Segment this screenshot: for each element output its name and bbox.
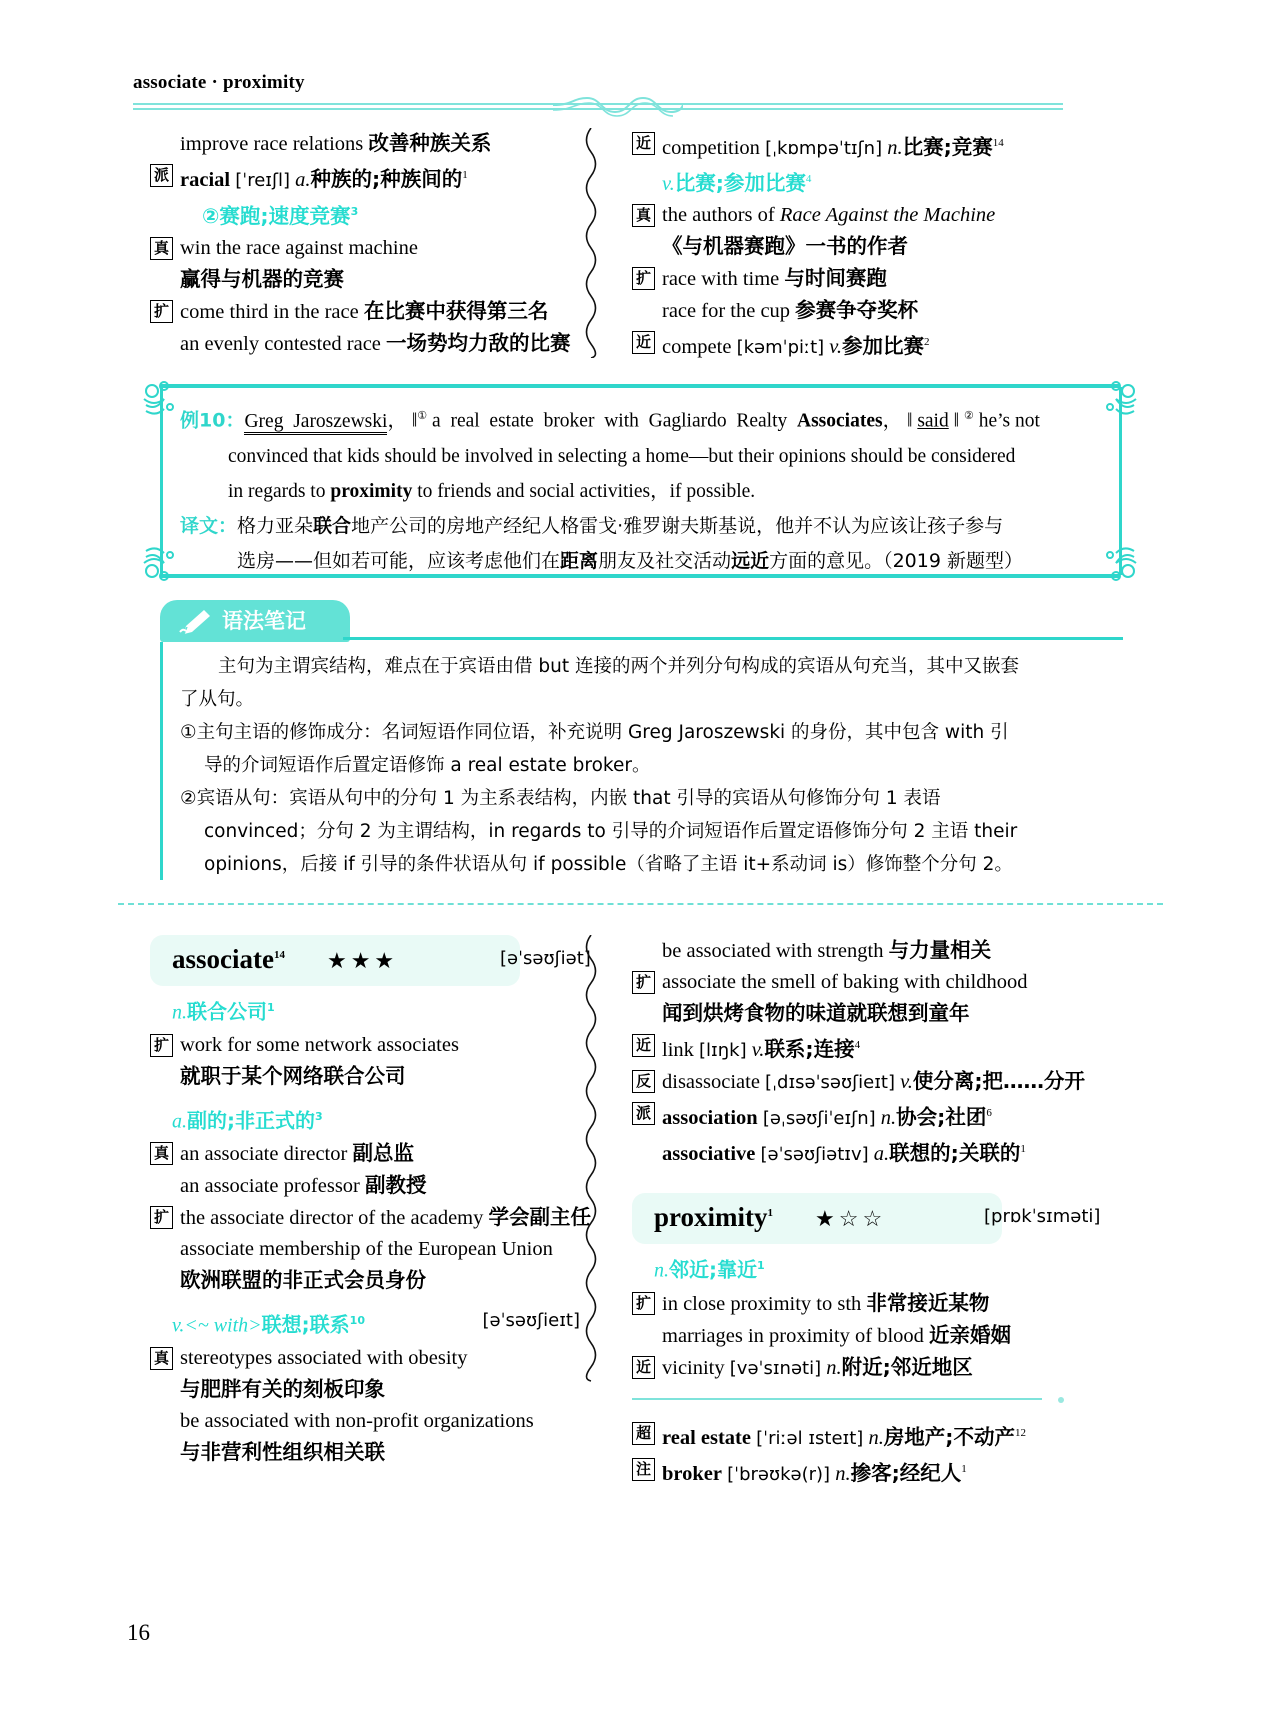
entry-line-tagged: [150, 1202, 591, 1234]
entry-line-text: 与肥胖有关的刻板印象: [180, 1376, 385, 1401]
entry-line-text: race with time 与时间赛跑: [662, 265, 887, 290]
entry-line: [150, 1170, 580, 1202]
entry-line: [150, 264, 580, 296]
entry-line-text: be associated with non-profit organizations: [180, 1409, 534, 1432]
minor-divider: [632, 1398, 1072, 1408]
column-divider-squiggle-icon: [580, 128, 602, 358]
top-left-column: [150, 128, 580, 360]
tag-badge-authentic: 真: [150, 1142, 173, 1165]
entry-line-tagged: [632, 1098, 1072, 1134]
entry-line-text: come third in the race 在比赛中获得第三名: [180, 298, 549, 323]
entry-line: [632, 231, 1072, 263]
difficulty-stars-associate: ★★★: [326, 948, 399, 973]
corner-ornament-bottom-left-icon: [136, 539, 182, 585]
entry-line-text: be associated with strength 与力量相关: [662, 938, 992, 962]
divider-dot-icon: [1050, 1392, 1072, 1408]
entry-line: [150, 328, 580, 360]
entry-line-tagged: [632, 200, 1072, 231]
pen-icon: [178, 608, 212, 636]
tag-badge-extended: 扩: [150, 300, 173, 323]
entry-line-text: ②赛跑;速度竞赛$^3$: [202, 203, 359, 228]
entry-line-text: associate the smell of baking with childhood: [662, 971, 1028, 993]
sense-definition: v.<~ with>联想;联系$^{10}$ [əˈsəʊʃieɪt]: [172, 1310, 580, 1337]
tag-badge-derivative: 派: [150, 164, 173, 187]
tag-badge-extended: 扩: [632, 1292, 655, 1315]
entry-line-tagged: [632, 1066, 1086, 1098]
entry-line: [632, 935, 1072, 967]
phonetic-associate: [əˈsəʊʃiət]: [500, 948, 591, 969]
grammar-note-paragraph: ①主句主语的修饰成分：名词短语作同位语，补充说明 Greg Jaroszewski 的身份，其中包含 with 引: [180, 722, 1009, 743]
bottom-right-column: [632, 935, 1101, 1490]
entry-line-text: disassociate [ˌdɪsəˈsəʊʃieɪt] v.使分离;把……分开: [662, 1068, 1086, 1093]
entry-line-text: 《与机器赛跑》一书的作者: [662, 233, 908, 258]
entry-line-text: v.比赛;参加比赛$^4$: [662, 170, 812, 195]
entry-line: [632, 295, 1072, 327]
entry-line-text: win the race against machine: [180, 236, 418, 259]
entry-line-text: marriages in proximity of blood 近亲婚姻: [662, 1323, 1012, 1348]
page-number: 16: [127, 1620, 150, 1645]
entry-line: [150, 1437, 580, 1469]
tag-badge-extended: 扩: [150, 1206, 173, 1229]
grammar-note-paragraph: opinions，后接 if 引导的条件状语从句 if possible（省略了主语 it+系动词 is）修饰整个分句 2。: [204, 854, 1013, 875]
entry-line-tagged: [632, 1288, 1072, 1320]
entry-line-tagged: [632, 1418, 1072, 1454]
entry-line-tagged: [150, 1343, 580, 1374]
entry-line-text: competition [ˌkɒmpəˈtɪʃn] n.比赛;竞赛$^{14}$: [662, 134, 1004, 159]
entry-line: [150, 1374, 580, 1406]
tag-badge-extended: 扩: [150, 1034, 173, 1057]
entry-line-text: 闻到烘烤食物的味道就联想到童年: [662, 1001, 970, 1025]
entry-line-text: link [lɪŋk] v.联系;连接$^4$: [662, 1036, 861, 1061]
grammar-note-box: [118, 600, 1158, 890]
entry-line-text: 赢得与机器的竞赛: [180, 266, 344, 291]
entry-line-text: work for some network associates: [180, 1033, 459, 1056]
tag-badge-authentic: 真: [150, 1347, 173, 1370]
headword-panel-proximity[interactable]: [632, 1193, 1002, 1244]
header-flourish-icon: [553, 94, 683, 118]
entry-line-tagged: [632, 1030, 1072, 1066]
headword-associate: associate$^{14}$: [172, 944, 285, 974]
grammar-note-tab: [160, 600, 350, 642]
translation-line-2: 选房——但如若可能，应该考虑他们在距离朋友及社交活动远近方面的意见。（2019 新题型）: [237, 549, 1023, 572]
entry-line-tagged: [150, 233, 580, 264]
entry-line: [632, 1134, 1072, 1170]
entry-line-tagged: [150, 296, 580, 328]
grammar-note-paragraph: 导的介词短语作后置定语修饰 a real estate broker。: [204, 755, 651, 776]
tag-badge-derivative: 派: [632, 1102, 655, 1125]
entry-line-tagged: [632, 327, 1072, 363]
entry-line-text: racial [ˈreɪʃl] a.种族的;种族间的$^1$: [180, 166, 468, 191]
tag-badge-extended: 扩: [632, 971, 655, 994]
difficulty-stars-proximity: ★☆☆: [815, 1206, 887, 1232]
example-body: [180, 399, 1110, 579]
tag-badge-extended: 扩: [632, 267, 655, 290]
grammar-note-paragraph: convinced；分句 2 为主谓结构，in regards to 引导的介词短语作后置定语修饰分句 2 主语 their: [204, 821, 1018, 842]
tag-badge-authentic: 真: [150, 237, 173, 260]
entry-line-text: in close proximity to sth 非常接近某物: [662, 1291, 990, 1316]
top-right-column: [632, 128, 1072, 362]
entry-line-text: improve race relations 改善种族关系: [180, 131, 492, 155]
entry-line: [632, 1320, 1072, 1352]
sense-definition: n.邻近;靠近$^1$: [654, 1258, 765, 1283]
entry-line-text: stereotypes associated with obesity: [180, 1346, 468, 1369]
entry-line-text: associate membership of the European Union: [180, 1238, 553, 1261]
entry-line: [150, 128, 580, 160]
entry-line-text: the authors of Race Against the Machine: [662, 203, 996, 226]
column-divider-squiggle-bottom-icon: [580, 935, 602, 1405]
entry-line-tagged: [632, 1454, 1072, 1490]
entry-line-text: broker [ˈbrəʊkə(r)] n.掺客;经纪人$^1$: [662, 1460, 967, 1485]
example-line-2: convinced that kids should be involved in selecting a home—but their opinions should be considered: [228, 445, 1016, 467]
entry-line-tagged: [150, 1030, 580, 1061]
section-divider: [118, 903, 1163, 905]
grammar-note-paragraph: 主句为主谓宾结构，难点在于宾语由借 but 连接的两个并列分句构成的宾语从句充当，其中又嵌套: [218, 656, 1019, 677]
tag-badge-synonym: 近: [632, 132, 655, 155]
entry-line-tagged: [150, 160, 580, 196]
entry-line-tagged: [632, 128, 1072, 164]
entry-line-text: race for the cup 参赛争夺奖杯: [662, 297, 919, 322]
entry-line-text: association [əˌsəʊʃiˈeɪʃn] n.协会;社团$^6$: [662, 1104, 992, 1129]
entry-line-tagged: [632, 967, 1072, 998]
grammar-note-tab-label: 语法笔记: [222, 609, 306, 633]
sense-definition: n.联合公司$^1$: [172, 999, 275, 1024]
tag-badge-authentic: 真: [632, 204, 655, 227]
tag-badge-synonym: 近: [632, 1356, 655, 1379]
entry-line-text: associative [əˈsəʊʃiətɪv] a.联想的;关联的$^1$: [662, 1140, 1026, 1165]
translation-label: 译文：: [180, 514, 238, 537]
tag-badge-beyond: 超: [632, 1422, 655, 1445]
sense-definition: a.副的;非正式的$^3$: [172, 1108, 323, 1133]
entry-line-text: an evenly contested race 一场势均力敌的比赛: [180, 330, 571, 355]
tag-badge-synonym: 近: [632, 331, 655, 354]
phonetic-proximity: [prɒkˈsɪməti]: [984, 1206, 1101, 1228]
translation-line-1: 格力亚朵联合地产公司的房地产经纪人格雷戈·雅罗谢夫斯基说，他并不认为应该让孩子参与: [237, 514, 1004, 537]
entry-line-text: an associate professor 副教授: [180, 1173, 427, 1198]
entry-line-text: real estate [ˈriːəl ɪsteɪt] n.房地产;不动产$^{12}$: [662, 1424, 1027, 1449]
entry-line: [150, 1234, 580, 1265]
headword-panel-associate[interactable]: [150, 935, 520, 986]
entry-line-text: the associate director of the academy 学会副主任: [180, 1205, 591, 1230]
entry-line: [632, 164, 1072, 200]
entry-line-text: compete [kəmˈpiːt] v.参加比赛$^2$: [662, 333, 930, 358]
entry-line-tagged: [632, 263, 1072, 295]
entry-line-tagged: [150, 1138, 580, 1170]
example-line-3: in regards to proximity to friends and social activities，if possible.: [228, 480, 756, 502]
entry-line-text: an associate director 副总监: [180, 1141, 414, 1166]
tag-badge-synonym: 近: [632, 1034, 655, 1057]
entry-line-text: 就职于某个网络联合公司: [180, 1063, 406, 1088]
tag-badge-note: 注: [632, 1458, 655, 1481]
tag-badge-antonym: 反: [632, 1070, 655, 1093]
entry-line: [150, 196, 580, 233]
grammar-note-paragraph: ②宾语从句：宾语从句中的分句 1 为主系表结构，内嵌 that 引导的宾语从句修饰分句 1 表语: [180, 788, 941, 809]
grammar-note-body: [180, 650, 1138, 881]
entry-line-tagged: [632, 1352, 1072, 1384]
headword-proximity: proximity$^1$: [654, 1202, 773, 1233]
corner-ornament-top-left-icon: [136, 377, 182, 423]
entry-line: [150, 1061, 580, 1093]
entry-line-text: 与非营利性组织相关联: [180, 1439, 385, 1464]
grammar-note-paragraph: 了从句。: [180, 689, 255, 710]
entry-line: [150, 1406, 580, 1437]
entry-line: [632, 998, 1072, 1030]
associate-entry: [150, 935, 591, 1469]
example-sentence-box: [118, 381, 1158, 581]
running-head: associate · proximity: [133, 72, 305, 93]
entry-line-text: 欧洲联盟的非正式会员身份: [180, 1268, 426, 1293]
entry-line-text: vicinity [vəˈsɪnəti] n.附近;邻近地区: [662, 1355, 973, 1380]
entry-line: [150, 1265, 580, 1297]
example-line-1: 例10：Greg Jaroszewski， ‖① a real estate broker with Gagliardo Realty Associates， ‖ said ‖ ② he’s not: [180, 399, 1110, 439]
header-rule: [133, 103, 1151, 110]
